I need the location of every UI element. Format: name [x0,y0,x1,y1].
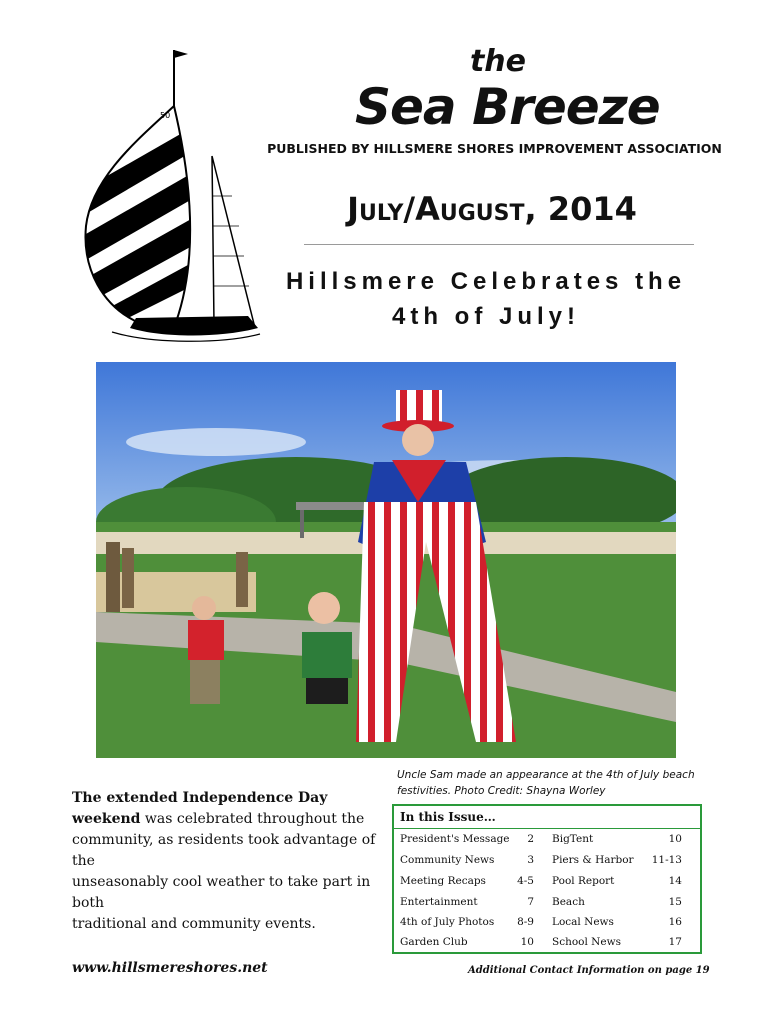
toc-right-title: Local News [552,916,614,928]
toc-heading: In this Issue… [400,810,496,824]
toc-left-page: 2 [527,833,534,845]
headline [276,264,696,334]
toc-left-title: Garden Club [400,936,468,948]
toc-row [394,830,700,850]
website-link[interactable]: www.hillsmereshores.net [72,960,268,976]
issue-date: July/August, 2014 [347,190,637,228]
toc-right-title: Piers & Harbor [552,854,634,866]
intro-bold-line: The extended Independence Day [72,790,328,806]
toc-row [394,872,700,892]
masthead-the: the [469,44,527,79]
intro-line-2: community, as residents took advantage of the [72,832,376,869]
caption-line-2: festivities. Photo Credit: Shayna Worley [397,785,606,797]
toc-left-title: Community News [400,854,495,866]
toc-left-page: 3 [527,854,534,866]
toc-left-page: 7 [527,896,534,908]
toc-right-page: 16 [668,916,682,928]
intro-line-3: unseasonably cool weather to take part in both [72,874,371,911]
toc-row [394,851,700,871]
toc-left-title: Entertainment [400,896,478,908]
toc-right-page: 17 [668,936,682,948]
headline-line-2: 4th of July! [391,303,580,330]
toc-right-page: 14 [668,875,682,887]
toc-right-title: BigTent [552,833,594,845]
toc-left-page: 10 [520,936,534,948]
publisher-line: PUBLISHED BY HILLSMERE SHORES IMPROVEMENT ASSOCIATION [267,141,722,156]
caption-line-1: Uncle Sam made an appearance at the 4th of July beach [397,769,695,781]
uncle-sam-photo [96,362,676,758]
intro-paragraph [72,788,382,935]
toc-left-title: President's Message [400,833,510,845]
toc-left-page: 8-9 [517,916,534,928]
headline-line-1: Hillsmere Celebrates the [285,268,687,295]
toc-row [394,933,700,953]
toc-right-title: School News [552,936,621,948]
toc-right-title: Pool Report [552,875,615,887]
sailboat-logo-icon [72,46,262,346]
newsletter-title: Sea Breeze [355,78,660,136]
masthead-divider [304,244,694,245]
in-this-issue-box [392,804,702,954]
toc-left-page: 4-5 [517,875,534,887]
toc-right-title: Beach [552,896,585,908]
toc-right-page: 11-13 [651,854,682,866]
toc-right-page: 15 [668,896,682,908]
toc-right-page: 10 [668,833,682,845]
toc-row [394,913,700,933]
toc-left-title: Meeting Recaps [400,875,486,887]
contact-info-note: Additional Contact Information on page 19 [468,965,710,976]
toc-divider [394,828,700,829]
intro-line-1-rest: was celebrated throughout the [140,811,365,827]
sail-number: 50 [160,111,171,120]
photo-caption [397,767,717,799]
toc-row [394,893,700,913]
intro-bold-word: weekend [72,811,141,827]
toc-left-title: 4th of July Photos [400,916,495,928]
intro-line-4: traditional and community events. [72,916,316,932]
